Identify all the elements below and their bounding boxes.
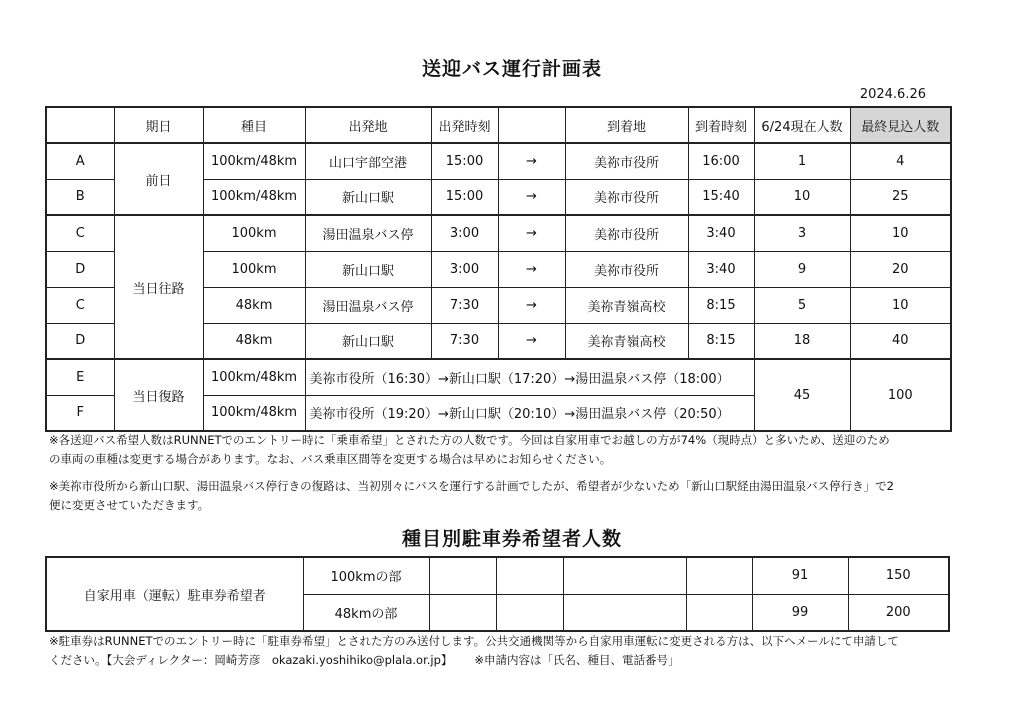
row-arr: 16:00	[688, 143, 754, 179]
row-final: 10	[850, 287, 951, 323]
bus-schedule-table	[45, 106, 952, 432]
row-dep: 15:00	[431, 143, 498, 179]
arrow-icon: →	[498, 251, 565, 287]
header-date: 期日	[114, 107, 203, 143]
row-arr: 3:40	[688, 215, 754, 251]
row-now: 5	[754, 287, 850, 323]
header-type: 種目	[203, 107, 305, 143]
schedule-header-row	[46, 107, 951, 143]
header-final: 最終見込人数	[850, 107, 951, 143]
parking-label: 自家用車（運転）駐車券希望者	[46, 557, 303, 631]
empty-cell	[686, 557, 752, 594]
row-id: F	[46, 395, 114, 431]
row-from: 湯田温泉バス停	[305, 287, 431, 323]
return-route: 美祢市役所（16:30）→新山口駅（17:20）→湯田温泉バス停（18:00）	[305, 359, 754, 395]
row-dep: 7:30	[431, 323, 498, 359]
note-parking	[49, 632, 949, 670]
note-line: ※各送迎バス希望人数はRUNNETでのエントリー時に「乗車希望」とされた方の人数です。今回は自家用車でお越しの方が74%（現時点）と多いため、送迎のため	[49, 433, 890, 447]
header-dep: 出発時刻	[431, 107, 498, 143]
parking-category: 48kmの部	[303, 594, 429, 631]
empty-cell	[496, 557, 563, 594]
row-from: 山口宇部空港	[305, 143, 431, 179]
header-id	[46, 107, 114, 143]
note-line: ※美祢市役所から新山口駅、湯田温泉バス停行きの復路は、当初別々にバスを運行する計画でしたが、希望者が少ないため「新山口駅経由湯田温泉バス停行き」で2	[49, 479, 894, 493]
note-contact: ください。【大会ディレクター：岡崎芳彦 okazaki.yoshihiko@plala.or.jp】	[49, 653, 453, 667]
row-final: 10	[850, 215, 951, 251]
table-row	[46, 215, 951, 251]
group-same-day-out: 当日往路	[114, 215, 203, 359]
row-now: 10	[754, 179, 850, 215]
arrow-icon: →	[498, 179, 565, 215]
row-now: 3	[754, 215, 850, 251]
note-return-route	[49, 477, 949, 515]
row-from: 新山口駅	[305, 179, 431, 215]
return-route: 美祢市役所（19:20）→新山口駅（20:10）→湯田温泉バス停（20:50）	[305, 395, 754, 431]
note-application: ※申請内容は「氏名、種目、電話番号」	[474, 653, 680, 667]
row-type: 100km/48km	[203, 359, 305, 395]
page-title: 送迎バス運行計画表	[421, 58, 602, 80]
row-from: 湯田温泉バス停	[305, 215, 431, 251]
empty-cell	[563, 594, 686, 631]
row-id: B	[46, 179, 114, 215]
row-to: 美祢市役所	[565, 143, 688, 179]
arrow-icon: →	[498, 287, 565, 323]
row-id: E	[46, 359, 114, 395]
empty-cell	[563, 557, 686, 594]
parking-category: 100kmの部	[303, 557, 429, 594]
row-from: 新山口駅	[305, 323, 431, 359]
row-now: 1	[754, 143, 850, 179]
row-type: 100km	[203, 215, 305, 251]
row-dep: 15:00	[431, 179, 498, 215]
row-to: 美祢市役所	[565, 251, 688, 287]
row-final: 4	[850, 143, 951, 179]
header-to: 到着地	[565, 107, 688, 143]
document-date: 2024.6.26	[859, 87, 926, 102]
row-type: 100km/48km	[203, 179, 305, 215]
row-type: 48km	[203, 287, 305, 323]
empty-cell	[429, 557, 496, 594]
row-to: 美祢市役所	[565, 215, 688, 251]
row-from: 新山口駅	[305, 251, 431, 287]
empty-cell	[686, 594, 752, 631]
parking-final: 200	[848, 594, 949, 631]
table-row	[46, 359, 951, 395]
table-row	[46, 557, 949, 594]
arrow-icon: →	[498, 143, 565, 179]
note-line: ※駐車券はRUNNETでのエントリー時に「駐車券希望」とされた方のみ送付します。公共交通機関等から自家用車運転に変更される方は、以下へメールにて申請して	[49, 634, 899, 648]
row-id: C	[46, 215, 114, 251]
header-now: 6/24現在人数	[754, 107, 850, 143]
row-dep: 3:00	[431, 215, 498, 251]
row-to: 美祢青嶺高校	[565, 287, 688, 323]
group-same-day-return: 当日復路	[114, 359, 203, 431]
arrow-icon: →	[498, 323, 565, 359]
arrow-icon: →	[498, 215, 565, 251]
header-arr: 到着時刻	[688, 107, 754, 143]
group-day-before: 前日	[114, 143, 203, 215]
row-dep: 7:30	[431, 287, 498, 323]
row-id: C	[46, 287, 114, 323]
note-bus-demand	[49, 431, 949, 469]
header-arrow	[498, 107, 565, 143]
row-type: 48km	[203, 323, 305, 359]
parking-now: 99	[752, 594, 848, 631]
note-line: の車両の車種は変更する場合があります。なお、バス乗車区間等を変更する場合は早めにお知らせください。	[49, 452, 612, 466]
row-id: D	[46, 251, 114, 287]
empty-cell	[429, 594, 496, 631]
note-line: 便に変更させていただきます。	[49, 498, 210, 512]
row-now: 9	[754, 251, 850, 287]
row-arr: 15:40	[688, 179, 754, 215]
return-final: 100	[850, 359, 951, 431]
row-to: 美祢市役所	[565, 179, 688, 215]
return-now: 45	[754, 359, 850, 431]
row-id: D	[46, 323, 114, 359]
header-from: 出発地	[305, 107, 431, 143]
parking-now: 91	[752, 557, 848, 594]
row-id: A	[46, 143, 114, 179]
row-now: 18	[754, 323, 850, 359]
row-arr: 3:40	[688, 251, 754, 287]
row-dep: 3:00	[431, 251, 498, 287]
row-final: 20	[850, 251, 951, 287]
row-arr: 8:15	[688, 323, 754, 359]
row-type: 100km/48km	[203, 143, 305, 179]
row-arr: 8:15	[688, 287, 754, 323]
row-type: 100km	[203, 251, 305, 287]
parking-final: 150	[848, 557, 949, 594]
row-final: 40	[850, 323, 951, 359]
parking-title: 種目別駐車券希望者人数	[401, 528, 622, 550]
row-to: 美祢青嶺高校	[565, 323, 688, 359]
note-line	[49, 651, 949, 670]
row-final: 25	[850, 179, 951, 215]
parking-table	[45, 556, 950, 632]
row-type: 100km/48km	[203, 395, 305, 431]
table-row	[46, 143, 951, 179]
empty-cell	[496, 594, 563, 631]
